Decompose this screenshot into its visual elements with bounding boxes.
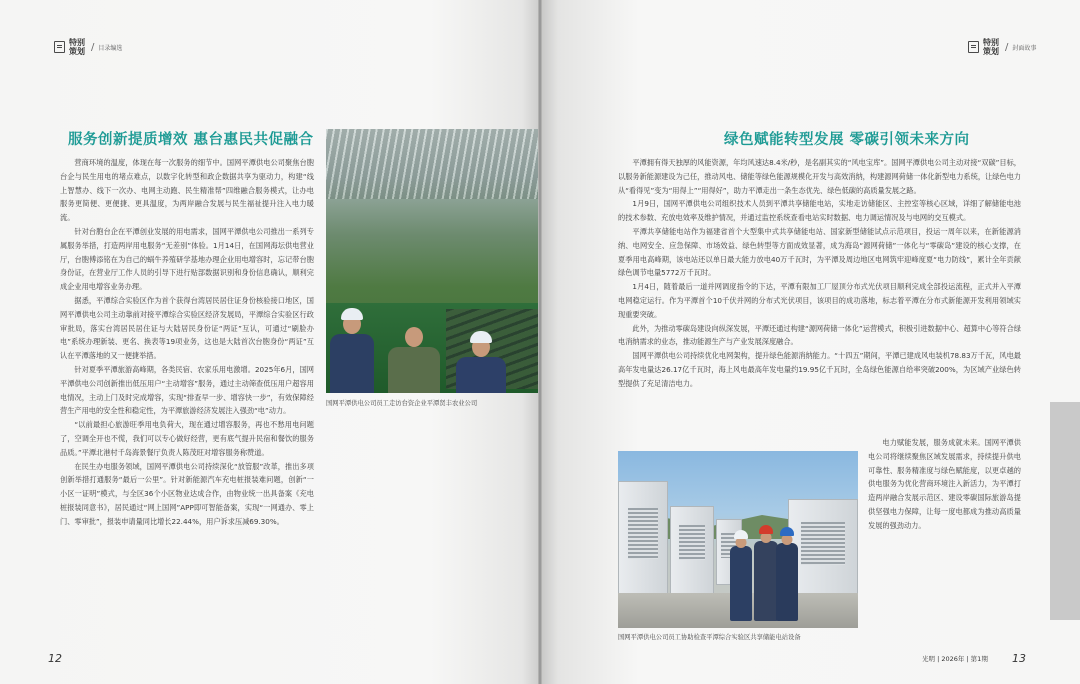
photo-caption: 国网平潭供电公司员工走访台资企业平潭贤丰农业公司 — [326, 400, 478, 407]
issue-footer: 光明 | 2026年 | 第1期 — [922, 655, 988, 663]
right-side-text — [868, 436, 1021, 533]
photo-caption: 国网平潭供电公司员工协助检查平潭综合实验区共享储能电站设备 — [618, 634, 801, 641]
paragraph: 国网平潭供电公司持续优化电网架构，提升绿色能源消纳能力。“十四五”期间，平潭已建成风电装机78.83万千瓦，风电最高年发电量达26.17亿千瓦时，海上风电最高年发电量约19.95亿千瓦时，全岛绿色能源自给率突破200%，为区域产业绿色转型提供了充足清洁电力。 — [618, 351, 1021, 388]
photo-energy-storage-station — [618, 451, 858, 628]
section-tag-subtitle: 封面故事 — [1012, 44, 1037, 52]
left-page — [0, 0, 538, 684]
section-tag-separator: / — [91, 41, 95, 53]
paragraph: 平潭拥有得天独厚的风能资源，年均风速达8.4米/秒，是名副其实的“风电宝库”。国网平潭供电公司主动对接“双碳”目标，以服务新能源建设为己任，推动风电、储能等绿色能源规模化开发与高效消纳，构建源网荷储一体化新型电力系统，让绿色电力从“看得见”变为“用得上”“用得好”，助力平潭走出一条生态优先、绿色低碳的高质量发展之路。 — [618, 158, 1021, 195]
section-tag — [968, 38, 1036, 56]
paragraph: 1月9日，国网平潭供电公司组织技术人员到平潭共享储能电站，实地走访储能区、主控室等核心区域，详细了解储能电池的技术参数、充放电效率及维护情况，并通过监控系统查看电站实时数据、电力调运情况及与电网的交互模式。 — [618, 199, 1021, 223]
section-tag-title: 特别策划 — [983, 38, 999, 56]
page-number: 12 — [48, 652, 62, 665]
section-tag-subtitle: 目录编选 — [98, 44, 123, 52]
page-number: 13 — [1012, 652, 1026, 665]
notebook-icon — [968, 41, 979, 53]
paragraph: 针对台胞台企在平潭创业发展的用电需求，国网平潭供电公司推出一系列专属服务举措，打造两岸用电服务“无差别”体验。1月14日，在国网海坛供电营业厅，台胞傅添铭在为自己的蜗牛养殖研学基地办理企业用电增容时，忘记带台胞身份证，在营业厅工作人员的引导下进行贴部数据识别和身份信息确认，顺利完成企业用电增容业务办理。 — [60, 226, 314, 292]
photo-greenhouse-visit — [326, 129, 538, 393]
section-tag-separator: / — [1005, 41, 1009, 53]
section-tag — [54, 38, 122, 56]
paragraph: 1月4日，随着最后一道并网调度指令的下达，平潭有限加工厂屋顶分布式光伏项目顺利完成全部投运流程，正式并入平潭电网稳定运行。作为平潭首个10千伏并网的分布式光伏项目，该项目的成功落地，标志着平潭在分布式新能源开发利用领域实现重要突破。 — [618, 282, 1021, 319]
left-body-text — [60, 156, 314, 529]
section-tag-title: 特别策划 — [69, 38, 85, 56]
paragraph: 据悉，平潭综合实验区作为首个获得台湾居民居住证身份核验接口地区，国网平潭供电公司主动靠前对接平潭综合实验区经济发展局，平潭综合实验区行政审批局，落实台湾居民居住证与大陆居民身份证“两证”互认，可通过“刷脸办电”系统办理新装、更名、换表等19项业务，这也是大陆首次台胞身份“两证”互认在平潭落地的又一便捷举措。 — [60, 295, 314, 361]
paragraph: 在民生办电服务领域，国网平潭供电公司持续深化“放管服”改革，推出多项创新举措打通服务“最后一公里”。针对新能源汽车充电桩报装难问题，创新“一小区一证明”模式，与全区36个小区物业达成合作，由物业统一出具备案《充电桩报装同意书》，居民通过“网上国网”APP即可智能备案，实现“一网通办、零上门、零审批”，报装申请量同比增长22.44%，用户诉求压减69.30%。 — [60, 461, 314, 526]
paragraph: 营商环境的温度，体现在每一次服务的细节中。国网平潭供电公司聚焦台胞台企与民生用电的堵点难点，以数字化转型和政企数据共享为驱动力，构建“线上智慧办、线下一次办、电网主动跑、民生精准帮”四维融合服务模式，让办电服务更简便、更便捷、更具温度，为两岸融合发展与民生福祉提升注入电力暖流。 — [60, 158, 314, 223]
page-edge-tab — [1050, 402, 1080, 620]
paragraph: 平潭共享储能电站作为福建省首个大型集中式共享储能电站、国家新型储能试点示范项目，投运一周年以来，在新能源消纳、电网安全、应急保障、市场效益、绿色转型等方面成效显著，成为海岛“源网荷储”一体化与“零碳岛”建设的核心支撑，在夏季用电高峰期，该电站还以单日最大能力放电40万千瓦时，为平潭及周边地区电网筑牢迎峰度夏“电力防线”，累计全年贡献绿色调节电量5772万千瓦时。 — [618, 226, 1021, 278]
notebook-icon — [54, 41, 65, 53]
paragraph: 针对夏季平潭旅游高峰期，各类民宿、农家乐用电激增。2025年6月，国网平潭供电公司创新推出低压用户“主动增容”服务，通过主动筛查低压用户超容用电情况，主动上门及时完成增容，实现“排查早一步、增容快一步”，有效保障经营生产用电的安全性和稳定性，为平潭旅游经济发展注入强劲“电”动力。 — [60, 364, 314, 416]
paragraph: 电力赋能发展，服务成就未来。国网平潭供电公司将继续聚焦区域发展需求，持续提升供电可靠性、服务精准度与绿色赋能度，以更卓越的供电服务为优化营商环境注入新活力，为平潭打造两岸融合发展示范区、建设零碳国际旅游岛提供坚强电力保障，让每一度电都成为推动高质量发展的强劲动力。 — [868, 438, 1021, 530]
left-headline: 服务创新提质增效 惠台惠民共促融合 — [68, 132, 314, 148]
right-headline: 绿色赋能转型发展 零碳引领未来方向 — [724, 132, 970, 148]
paragraph: “以前最担心旅游旺季用电负荷大，现在通过增容服务，再也不愁用电问题了，空调全开也不慌，我们可以专心做好经营，更有底气提升民宿和餐饮的服务品质。”平潭北港村千岛海景餐厅负责人陈茂旺对增容服务称赞道。 — [60, 420, 314, 457]
right-body-text — [618, 156, 1021, 391]
paragraph: 此外，为推动零碳岛建设向纵深发展，平潭还通过构建“源网荷储一体化”运营模式，积极引进数据中心、超算中心等符合绿电消纳需求的业态，推动能源生产与产业发展深度融合。 — [618, 323, 1021, 347]
